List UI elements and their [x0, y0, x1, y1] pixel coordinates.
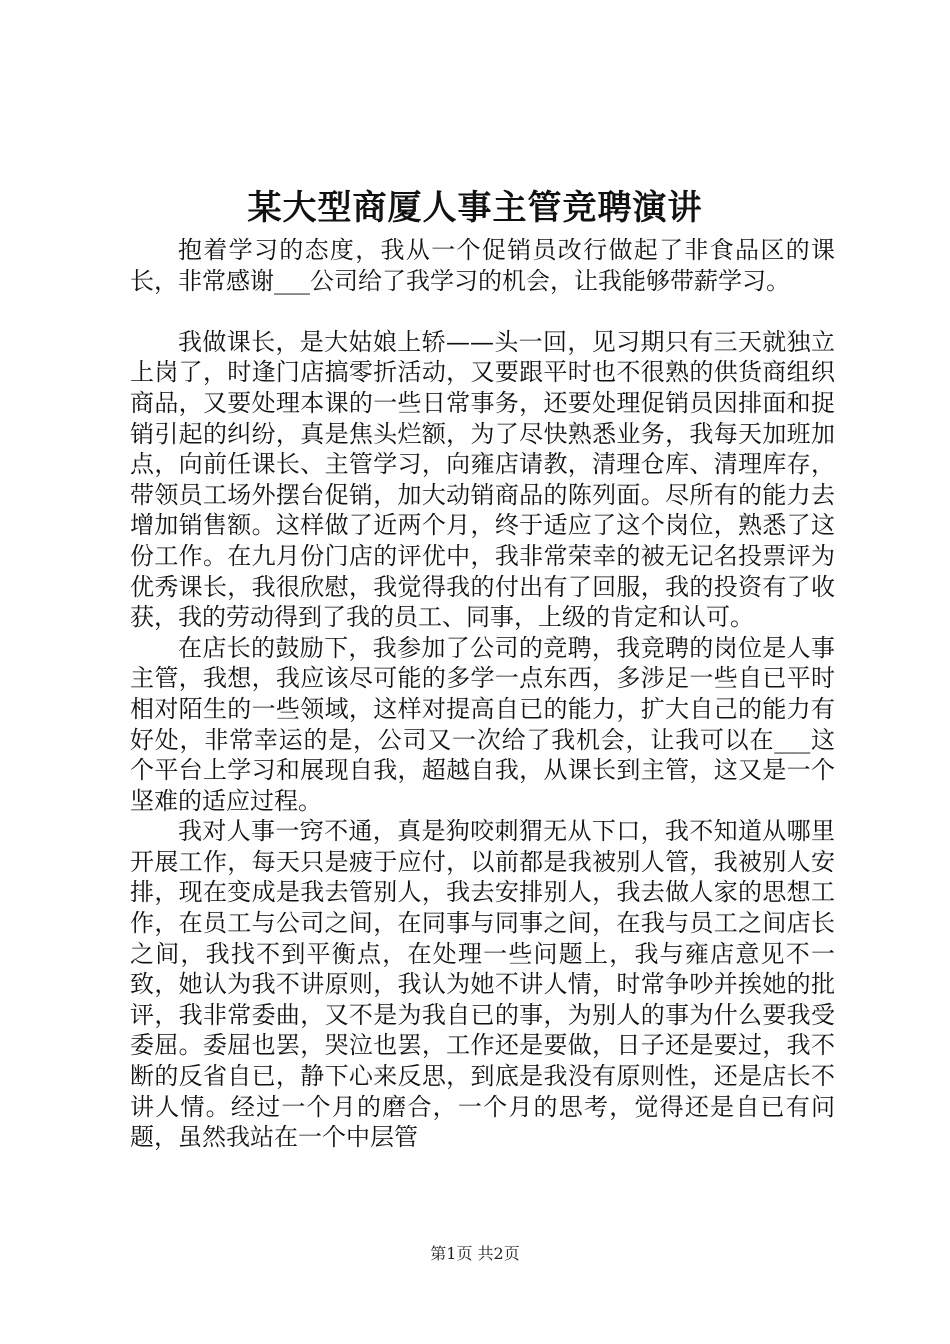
document-title: 某大型商厦人事主管竞聘演讲 — [247, 188, 703, 228]
paragraph-3: 在店长的鼓励下，我参加了公司的竞聘，我竞聘的岗位是人事主管，我想，我应该尽可能的多学一点东西，多涉足一些自已平时相对陌生的一些领域，这样对提高自已的能力，扩大自己的能力有好处，非常幸运的是，公司又一次给了我机会，让我可以在___这个平台上学习和展现自我，超越自我，从课长到主管，这又是一个坚难的适应过程。 — [130, 633, 835, 815]
paragraph-1: 抱着学习的态度，我从一个促销员改行做起了非食品区的课长，非常感谢___公司给了我学习的机会，让我能够带薪学习。 — [130, 236, 835, 295]
paragraph-4: 我对人事一窍不通，真是狗咬刺猬无从下口，我不知道从哪里开展工作，每天只是疲于应付，以前都是我被别人管，我被别人安排，现在变成是我去管别人，我去安排别人，我去做人家的思想工作，在员工与公司之间，在同事与同事之间，在我与员工之间店长之间，我找不到平衡点，在处理一些问题上，我与雍店意见不一致，她认为我不讲原则，我认为她不讲人情，时常争吵并挨她的批评，我非常委曲，又不是为我自已的事，为别人的事为什么要我受委屈。委屈也罢，哭泣也罢，工作还是要做，日子还是要过，我不断的反省自已，静下心来反思，到底是我没有原则性，还是店长不讲人情。经过一个月的磨合，一个月的思考，觉得还是自已有问题，虽然我站在一个中层管 — [130, 817, 835, 1152]
paragraph-2: 我做课长，是大姑娘上轿——头一回，见习期只有三天就独立上岗了，时逢门店搞零折活动，又要跟平时也不很熟的供货商组织商品，又要处理本课的一些日常事务，还要处理促销员因排面和捉销引起的纠纷，真是焦头烂额，为了尽快熟悉业务，我每天加班加点，向前任课长、主管学习，向雍店请教，清理仓库、清理库存，带领员工场外摆台促销，加大动销商品的陈列面。尽所有的能力去增加销售额。这样做了近两个月，终于适应了这个岗位，熟悉了这份工作。在九月份门店的评优中，我非常荣幸的被无记名投票评为优秀课长，我很欣慰，我觉得我的付出有了回服，我的投资有了收获，我的劳动得到了我的员工、同事，上级的肯定和认可。 — [130, 327, 835, 632]
document-body — [130, 235, 835, 1153]
page-number-footer: 第1页 共2页 — [430, 1244, 520, 1263]
